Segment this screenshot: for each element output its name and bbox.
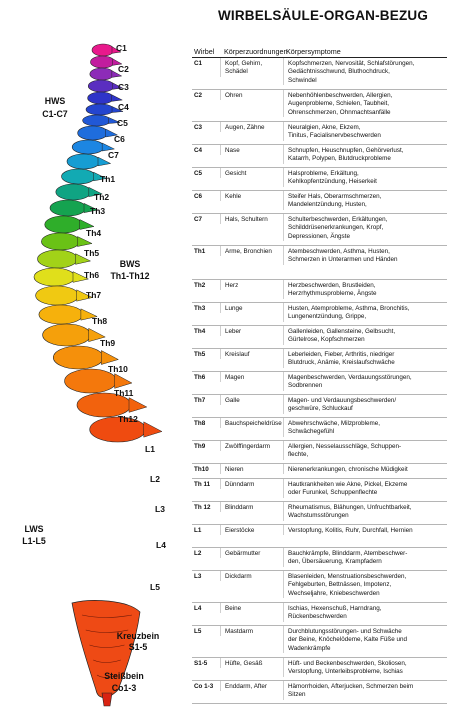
row-body-part: Augen, Zähne [220, 122, 283, 132]
spine-group-label: Kreuzbein [116, 631, 160, 641]
row-vertebra: C1 [194, 60, 203, 67]
row-body-part: Ohren [220, 90, 283, 100]
vertebra-shape [67, 154, 100, 169]
spine-level-label: Th10 [108, 364, 128, 374]
symptom-line: Atembeschwerden, Asthma, Husten, [288, 248, 390, 255]
spine-level-label: Th11 [114, 388, 134, 398]
row-symptoms [283, 191, 447, 210]
spinous-process-shape [101, 351, 118, 365]
table-row [192, 326, 447, 349]
vertebra-shape [56, 184, 91, 200]
spine-level-label: C5 [117, 118, 128, 128]
spine-level-label: C7 [108, 150, 119, 160]
spine-illustration [0, 0, 190, 710]
coccyx-shape [102, 693, 112, 706]
spine-group-label: BWS [119, 259, 141, 269]
row-body-part: Hals, Schultern [220, 214, 283, 224]
symptom-line: Hautkrankheiten wie Akne, Pickel, Ekzeme [288, 481, 408, 488]
row-vertebra: Th5 [194, 351, 206, 358]
table-row [192, 441, 447, 464]
symptom-line: Katarrh, Polypen, Blutdruckprobleme [288, 155, 391, 163]
symptom-line: Ohrenschmerzen, Ohnmachtsanfälle [288, 108, 391, 116]
row-body-part: Hüfte, Gesäß [220, 658, 283, 668]
symptom-line: Schwindel [288, 76, 317, 84]
spine-level-label: C2 [118, 64, 129, 74]
table-row [192, 525, 447, 548]
vertebra-shape [45, 216, 82, 233]
table-row [192, 603, 447, 626]
row-vertebra: Th9 [194, 443, 206, 450]
header-body: Körperzuordnungen [224, 47, 288, 56]
symptom-line: Gedächtnisschwund, Bluthochdruck, [288, 68, 390, 76]
spine-level-label: C1 [116, 43, 127, 53]
row-symptoms [283, 548, 447, 567]
symptom-line: Magenbeschwerden, Verdauungsstörungen, [288, 374, 412, 381]
symptom-line: Nebenhöhlenbeschwerden, Allergien, [288, 92, 393, 99]
symptom-line: Hämorrhoiden, Afterjucken, Schmerzen beim [288, 683, 414, 690]
table-header [192, 44, 447, 58]
symptom-line: Ischias, Hexenschuß, Harndrang, [288, 605, 382, 612]
row-body-part: Gesicht [220, 168, 283, 178]
table-row [192, 658, 447, 681]
row-body-part: Gebärmutter [220, 548, 283, 558]
vertebra-shape [53, 346, 103, 369]
row-body-part: Nieren [220, 464, 283, 474]
row-symptoms [283, 372, 447, 391]
row-symptoms [283, 681, 447, 700]
header-symptoms: Körpersymptome [286, 47, 341, 56]
table-row [192, 122, 447, 145]
row-symptoms [283, 326, 447, 345]
row-symptoms [283, 464, 447, 474]
row-vertebra: Th10 [194, 466, 209, 473]
symptom-line: Allergien, Nesselausschläge, Schuppen- [288, 443, 402, 450]
symptom-line: Hüft- und Beckenbeschwerden, Skoliosen, [288, 660, 407, 667]
symptom-line: Blasenleiden, Menstruationsbeschwerden, [288, 573, 407, 580]
vertebra-shape [83, 115, 111, 126]
row-body-part: Magen [220, 372, 283, 382]
row-body-part: Dünndarm [220, 479, 283, 489]
symptom-line: Schulterbeschwerden, Erkältungen, [288, 216, 388, 223]
spine-level-label: Th9 [100, 338, 116, 348]
row-symptoms [283, 246, 447, 265]
table-row [192, 479, 447, 502]
vertebra-shape [72, 140, 104, 154]
spine-level-label: L5 [150, 582, 160, 592]
symptom-line: Verstopfung, Kolitis, Ruhr, Durchfall, Hernien [288, 527, 413, 534]
organ-table [192, 44, 447, 704]
row-vertebra: Th2 [194, 282, 206, 289]
spinous-process-shape [112, 95, 123, 102]
symptom-line: Lungenentzündung, Grippe, [288, 313, 367, 321]
row-body-part: Dickdarm [220, 571, 283, 581]
symptom-line: den, Übersäuerung, Krampfadern [288, 558, 382, 566]
spine-level-label: Th5 [84, 248, 100, 258]
symptom-line: Durchblutungsstörungen- und Schwäche [288, 628, 402, 635]
symptom-line: Sodbrennen [288, 382, 323, 390]
row-symptoms [283, 90, 447, 117]
row-vertebra: Th 12 [194, 504, 211, 511]
symptom-line: Herzrhythmusprobleme, Ängste [288, 290, 377, 298]
symptom-line: Gallenleiden, Gallensteine, Gelbsucht, [288, 328, 396, 335]
table-row [192, 303, 447, 326]
table-row [192, 464, 447, 479]
row-vertebra: C6 [194, 193, 203, 200]
table-row [192, 395, 447, 418]
row-vertebra: Th8 [194, 420, 206, 427]
vertebra-shape [43, 324, 91, 346]
row-vertebra: S1-5 [194, 660, 208, 667]
row-symptoms [283, 145, 447, 164]
row-body-part: Nase [220, 145, 283, 155]
vertebra-shape [39, 305, 83, 324]
row-symptoms [283, 626, 447, 653]
symptom-line: Rheumatismus, Blähungen, Unfruchtbarkeit, [288, 504, 412, 511]
symptom-line: Schnupfen, Heuschnupfen, Gehörverlust, [288, 147, 404, 154]
symptom-line: Sitzen [288, 691, 306, 699]
spine-level-label: Th8 [92, 316, 108, 326]
table-row [192, 372, 447, 395]
vertebra-shape [86, 104, 114, 115]
symptom-line: Blutdruck, Anämie, Kreislaufschwäche [288, 359, 395, 367]
symptom-line: Verstopfung, Unterleibsprobleme, Ischias [288, 668, 403, 676]
table-row [192, 626, 447, 658]
symptom-line: Rückenbeschwerden [288, 613, 347, 621]
spine-level-label: Th2 [94, 192, 110, 202]
row-vertebra: L4 [194, 605, 202, 612]
symptom-line: flechte, [288, 451, 309, 459]
symptom-line: Husten, Atemprobleme, Asthma, Bronchitis, [288, 305, 410, 312]
spine-level-label: Th3 [90, 206, 106, 216]
spine-level-label: Th1 [100, 174, 116, 184]
row-vertebra: C7 [194, 216, 203, 223]
symptom-line: Steifer Hals, Oberarmschmerzen, [288, 193, 382, 200]
vertebra-shape [90, 56, 114, 68]
row-vertebra: C3 [194, 124, 203, 131]
row-symptoms [283, 280, 447, 299]
row-body-part: Leber [220, 326, 283, 336]
row-symptoms [283, 303, 447, 322]
spine-group-label: C1-C7 [42, 109, 68, 119]
symptom-line: Schwächegefühl [288, 428, 335, 436]
table-row [192, 681, 447, 704]
table-row [192, 349, 447, 372]
spine-level-label: Th4 [86, 228, 102, 238]
symptom-line: Mandelentzündung, Husten, [288, 201, 367, 209]
row-body-part: Herz [220, 280, 283, 290]
vertebra-shape [78, 126, 108, 140]
row-body-part: Arme, Bronchien [220, 246, 283, 256]
row-body-part: Kehle [220, 191, 283, 201]
symptom-line: Abwehrschwäche, Milzprobleme, [288, 420, 381, 427]
spine-level-label: C6 [114, 134, 125, 144]
table-row [192, 571, 447, 603]
symptom-line: Schmerzen in Unterarmen und Händen [288, 256, 398, 264]
table-row [192, 58, 447, 90]
header-vertebra: Wirbel [194, 47, 215, 56]
row-vertebra: Th 11 [194, 481, 211, 488]
row-symptoms [283, 603, 447, 622]
spinous-process-shape [129, 398, 147, 413]
vertebra-shape [34, 268, 75, 286]
spinous-process-shape [77, 237, 92, 247]
symptom-line: Kehlkopfentzündung, Heiserkeit [288, 178, 377, 186]
spine-level-label: L2 [150, 474, 160, 484]
vertebra-shape [92, 44, 114, 56]
row-body-part: Enddarm, After [220, 681, 283, 691]
row-body-part: Galle [220, 395, 283, 405]
spine-group-label: L1-L5 [22, 536, 46, 546]
table-row [192, 502, 447, 525]
spine-group-label: S1-5 [128, 642, 148, 652]
row-vertebra: C2 [194, 92, 203, 99]
vertebra-shape [36, 286, 79, 305]
row-body-part: Zwölffingerdarm [220, 441, 283, 451]
spine-group-label: Co1-3 [111, 683, 137, 693]
row-vertebra: Th3 [194, 305, 206, 312]
spine-level-label: L4 [156, 540, 166, 550]
row-symptoms [283, 214, 447, 241]
table-row [192, 168, 447, 191]
symptom-line: Tinitus, Facialisnervbeschwerden [288, 132, 381, 140]
row-symptoms [283, 349, 447, 368]
table-row [192, 214, 447, 246]
table-row [192, 280, 447, 303]
symptom-line: Neuralgien, Akne, Ekzem, [288, 124, 361, 131]
vertebra-shape [88, 92, 114, 104]
symptom-line: Nierenerkrankungen, chronische Müdigkeit [288, 466, 408, 473]
row-body-part: Blinddarm [220, 502, 283, 512]
table-body [192, 58, 447, 704]
row-body-part: Bauchspeicheldrüse [220, 418, 283, 428]
symptom-line: Herzbeschwerden, Brustleiden, [288, 282, 376, 289]
row-symptoms [283, 658, 447, 677]
spine-group-label: LWS [24, 524, 44, 534]
spine-level-label: C4 [118, 102, 129, 112]
table-row [192, 548, 447, 571]
row-body-part: Mastdarm [220, 626, 283, 636]
symptom-line: Kopfschmerzen, Nervosität, Schlafstörungen, [288, 60, 415, 67]
symptom-line: der Beine, Knöchelödeme, Kalte Füße und [288, 636, 408, 644]
spine-level-label: L3 [155, 504, 165, 514]
page-title: WIRBELSÄULE-ORGAN-BEZUG [217, 8, 429, 23]
symptom-line: Magen- und Verdauungsbeschwerden/ [288, 397, 397, 404]
row-body-part: Lunge [220, 303, 283, 313]
row-vertebra: Th7 [194, 397, 206, 404]
row-vertebra: C4 [194, 147, 203, 154]
table-row [192, 246, 447, 280]
vertebra-shape [41, 233, 79, 250]
symptom-line: oder Furunkel, Schuppenflechte [288, 489, 378, 497]
spine-group-label: Th1-Th12 [110, 271, 150, 281]
vertebra-shape [88, 80, 114, 92]
symptom-line: Wadenkrämpfe [288, 644, 331, 652]
vertebra-shape [90, 68, 114, 80]
symptom-line: Schilddrüsenerkrankungen, Kropf, [288, 224, 384, 232]
row-body-part: Eierstöcke [220, 525, 283, 535]
table-row [192, 90, 447, 122]
row-symptoms [283, 479, 447, 498]
row-vertebra: L3 [194, 573, 202, 580]
spinous-process-shape [144, 422, 162, 437]
spine-level-label: L1 [145, 444, 155, 454]
row-vertebra: Co 1-3 [194, 683, 214, 690]
row-symptoms [283, 525, 447, 535]
vertebra-shape [62, 169, 96, 184]
row-symptoms [283, 441, 447, 460]
row-symptoms [283, 58, 447, 85]
symptom-line: Leberleiden, Fieber, Arthritis, niedriger [288, 351, 395, 358]
spinous-process-shape [115, 374, 132, 389]
vertebra-shape [38, 250, 78, 268]
row-body-part: Beine [220, 603, 283, 613]
row-symptoms [283, 395, 447, 414]
symptom-line: Wachstumsstörungen [288, 512, 349, 520]
row-vertebra: Th1 [194, 248, 206, 255]
row-vertebra: Th6 [194, 374, 206, 381]
row-symptoms [283, 571, 447, 598]
table-row [192, 145, 447, 168]
row-vertebra: L1 [194, 527, 202, 534]
row-vertebra: L5 [194, 628, 202, 635]
row-body-part: Kopf, Gehirn, Schädel [220, 58, 283, 77]
row-symptoms [283, 418, 447, 437]
row-vertebra: C5 [194, 170, 203, 177]
symptom-line: Depressionen, Ängste [288, 232, 350, 240]
row-symptoms [283, 502, 447, 521]
spine-group-label: HWS [44, 96, 66, 106]
spine-level-label: Th7 [86, 290, 102, 300]
row-vertebra: L2 [194, 550, 202, 557]
symptom-line: Wechseljahre, Kniebeschwerden [288, 589, 380, 597]
symptom-line: Bauchkrämpfe, Blinddarm, Atembeschwer- [288, 550, 408, 557]
symptom-line: Fehlgeburten, Bettnässen, Impotenz, [288, 581, 392, 589]
spine-group-label: Steißbein [104, 671, 144, 681]
symptom-line: Augenprobleme, Schielen, Taubheit, [288, 100, 390, 108]
table-row [192, 418, 447, 441]
spine-level-label: Th6 [84, 270, 100, 280]
symptom-line: Gürtelrose, Kopfschmerzen [288, 336, 365, 344]
row-body-part: Kreislauf [220, 349, 283, 359]
row-vertebra: Th4 [194, 328, 206, 335]
row-symptoms [283, 122, 447, 141]
vertebra-shape [50, 200, 86, 216]
table-row [192, 191, 447, 214]
row-symptoms [283, 168, 447, 187]
symptom-line: geschwüre, Schluckauf [288, 405, 353, 413]
spine-level-label: C3 [118, 82, 129, 92]
spine-level-label: Th12 [118, 414, 138, 424]
symptom-line: Halsprobleme, Erkältung, [288, 170, 359, 177]
